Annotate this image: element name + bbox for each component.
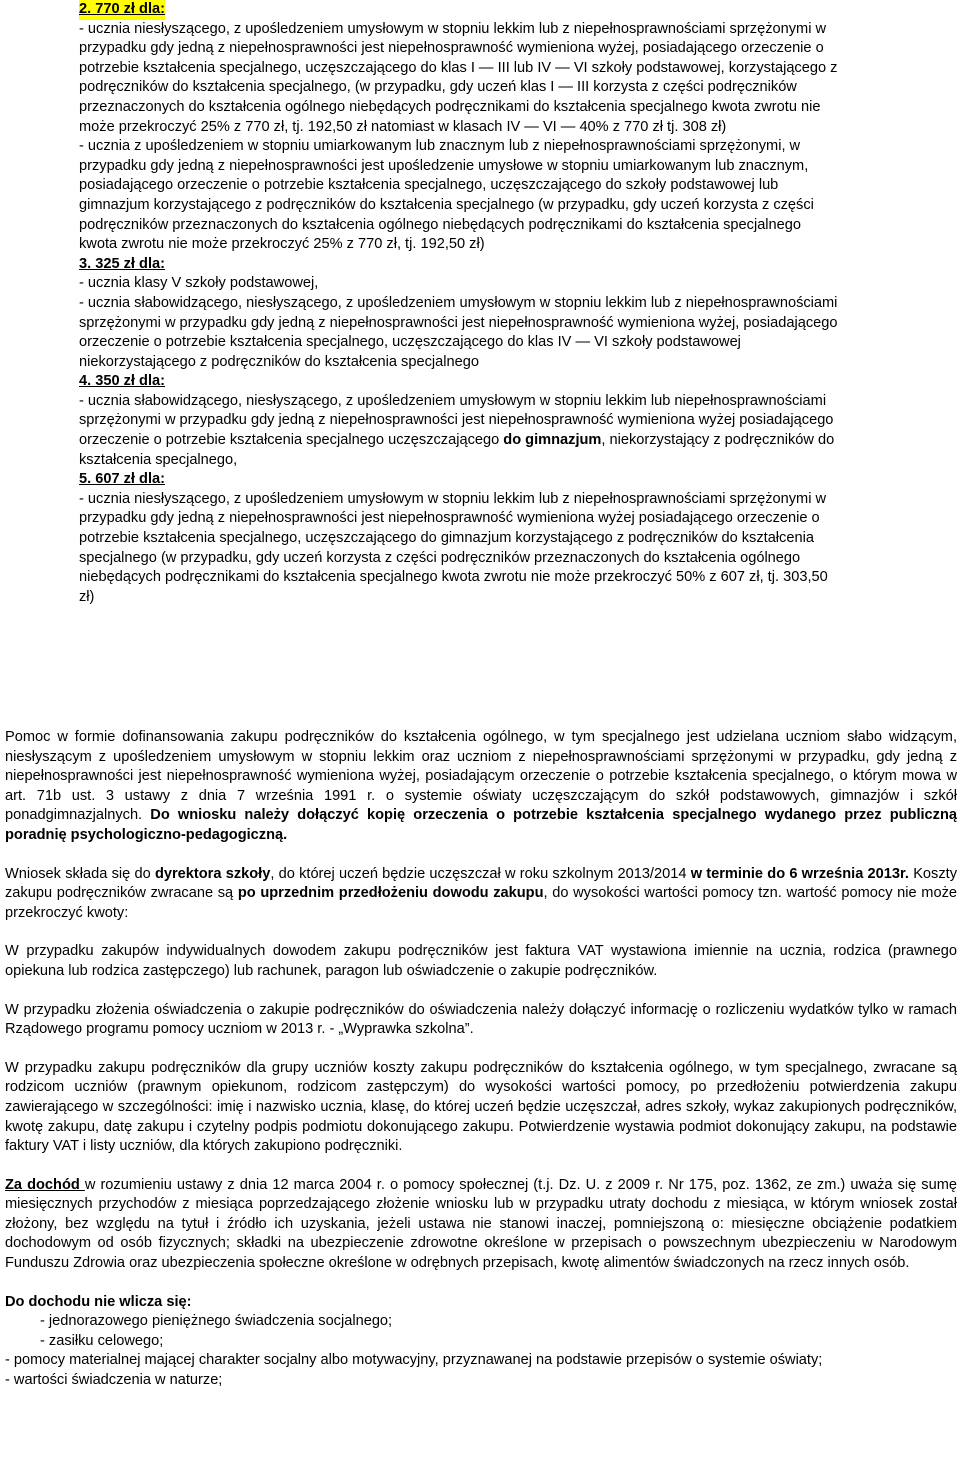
section-2-heading: 2. 770 zł dla:: [79, 0, 954, 20]
section-5-heading: 5. 607 zł dla:: [79, 471, 165, 488]
list-item: - jednorazowego pieniężnego świadczenia socjalnego;: [40, 1313, 393, 1330]
deadline: w terminie do 6 września 2013r.: [690, 865, 909, 882]
section-line: potrzebie kształcenia specjalnego, uczęszczającego do klas I — III lub IV — VI szkoły podstawowej, korzystającego z: [79, 59, 838, 76]
list-item: - pomocy materialnej mającej charakter socjalny albo motywacyjny, przyznawanej na podstawie przepisów o systemie oświaty;: [5, 1352, 823, 1369]
section-line: - ucznia niesłyszącego, z upośledzeniem umysłowym w stopniu lekkim lub z niepełnosprawnościami sprzężonymi w: [79, 20, 827, 37]
section-4: [79, 372, 954, 470]
section-line: potrzebie kształcenia specjalnego, uczęszczającego do gimnazjum korzystającego z podręczników do kształcenia: [79, 530, 814, 547]
paragraph-eligibility: Pomoc w formie dofinansowania zakupu podręczników do kształcenia ogólnego, w tym specjalnego jest udzielana uczniom słabo widzącym, niesłyszącym z upośledzeniem umysłowym w stopniu lekkim oraz uczniom z niepełnosprawnościami sprzężonymi w przypadku, gdy jedną z niepełnosprawności jest niepełnosprawność wymieniona wyżej, posiadającym orzeczenie o potrzebie kształcenia specjalnego, o którym mowa w art. 71b ust. 3 ustawy z dnia 7 września 1991 r. o systemie oświaty uczęszczającym do szkół podstawowych, gimnazjów i szkół ponadgimnazjalnych. Do wniosku należy dołączyć kopię orzeczenia o potrzebie kształcenia specjalnego wydanego przez publiczną poradnię psychologiczno-pedagogiczną.: [5, 729, 957, 843]
paragraph-declaration: W przypadku złożenia oświadczenia o zakupie podręczników do oświadczenia należy dołączyć informację o rozliczeniu wydatków tylko w ramach Rządowego programu pomocy uczniom w 2013 r. - „Wyprawka szkolna”.: [5, 1001, 957, 1038]
section-3-heading: 3. 325 zł dla:: [79, 255, 165, 272]
section-line: kształcenia specjalnego,: [79, 451, 238, 468]
section-line: przypadku gdy jedną z niepełnosprawności jest niepełnosprawność wymieniona wyżej posiadającego orzeczenie o: [79, 510, 820, 527]
section-line: orzeczenie o potrzebie kształcenia specjalnego uczęszczającego do gimnazjum, niekorzystający z podręczników do: [79, 432, 835, 449]
amount-sections: [79, 0, 954, 607]
section-line: specjalnego (w przypadku, gdy uczeń korzysta z części podręczników przeznaczonych do kształcenia ogólnego: [79, 549, 801, 566]
paragraph-income-definition: Za dochód w rozumieniu ustawy z dnia 12 marca 2004 r. o pomocy społecznej (t.j. Dz. U. z 2009 r. Nr 175, poz. 1362, ze zm.) uważa się sumę miesięcznych przychodów z miesiąca poprzedzającego złożenie wniosku lub w przypadku utraty dochodu z miesiąca, w którym wniosek został złożony, bez względu na tytuł i źródło ich uzyskania, jeżeli ustawa nie stanowi inaczej, pomniejszoną o: miesięczne obciążenie podatkiem dochodowym od osób fizycznych; składki na ubezpieczenie zdrowotne określone w przepisach o powszechnym ubezpieczeniu w Narodowym Funduszu Zdrowia oraz ubezpieczenia społeczne określone w odrębnych przepisach, kwotę alimentów świadczonych na rzecz innych osób.: [5, 1176, 957, 1272]
section-line: posiadającego orzeczenie o potrzebie kształcenia specjalnego, uczęszczającego do szkoły podstawowej lub: [79, 177, 779, 194]
section-line: zł): [79, 588, 95, 605]
list-item: - zasiłku celowego;: [40, 1332, 164, 1349]
section-line: gimnazjum korzystającego z podręczników do kształcenia specjalnego (w przypadku, gdy uczeń korzysta z części: [79, 196, 814, 213]
excluded-income-heading: Do dochodu nie wlicza się:: [5, 1293, 192, 1310]
paragraph-individual-purchase: W przypadku zakupów indywidualnych dowodem zakupu podręczników jest faktura VAT wystawiona imiennie na ucznia, rodzica (prawnego opiekuna lub rodzica zastępczego) lub rachunek, paragon lub oświadczenie o zakupie podręczników.: [5, 943, 957, 979]
gymnasium-emphasis: do gimnazjum: [503, 432, 602, 449]
section-line: podręczników do kształcenia specjalnego, (w przypadku, gdy uczeń klas I — III korzysta z części podręczników: [79, 79, 797, 96]
section-line: - ucznia słabowidzącego, niesłyszącego, z upośledzeniem umysłowym w stopniu lekkim lub niepełnosprawnościami: [79, 392, 827, 409]
section-line: - ucznia niesłyszącego, z upośledzeniem umysłowym w stopniu lekkim lub z niepełnosprawnościami sprzężonymi w: [79, 490, 827, 507]
paragraph-submission: Wniosek składa się do dyrektora szkoły, do której uczeń będzie uczęszczał w roku szkolnym 2013/2014 w terminie do 6 września 2013r. Koszty zakupu podręczników zwracane są po uprzednim przedłożeniu dowodu zakupu, do wysokości wartości pomocy tzn. wartość pomocy nie może przekroczyć kwoty:: [5, 865, 957, 921]
section-line: przypadku gdy jedną z niepełnosprawności jest upośledzenie umysłowe w stopniu umiarkowanym lub znacznym,: [79, 157, 809, 174]
section-line: - ucznia słabowidzącego, niesłyszącego, z upośledzeniem umysłowym w stopniu lekkim lub z niepełnosprawnościami: [79, 294, 838, 311]
section-line: - ucznia z upośledzeniem w stopniu umiarkowanym lub znacznym lub z niepełnosprawnościami sprzężonymi, w: [79, 138, 801, 155]
section-line: sprzężonymi w przypadku gdy jedną z niepełnosprawności jest niepełnosprawność wymieniona wyżej posiadającego: [79, 412, 834, 429]
section-line: sprzężonymi w przypadku gdy jedną z niepełnosprawności jest niepełnosprawność wymieniona wyżej, posiadającego: [79, 314, 838, 331]
section-line: - ucznia klasy V szkoły podstawowej,: [79, 275, 319, 292]
list-item: - wartości świadczenia w naturze;: [5, 1372, 223, 1389]
section-2: [79, 0, 954, 255]
section-line: przypadku gdy jedną z niepełnosprawności jest niepełnosprawność wymieniona wyżej, posiadającego orzeczenie o: [79, 40, 824, 57]
paragraph-group-purchase: W przypadku zakupu podręczników dla grupy uczniów koszty zakupu podręczników do kształcenia ogólnego, w tym specjalnego, zwracane są rodzicom uczniów (prawnym opiekunom, rodzicom zastępczym) do wysokości wartości pomocy, po przedłożeniu potwierdzenia zakupu zawierającego w szczególności: imię i nazwisko ucznia, klasę, do której uczeń będzie uczęszczał, adres szkoły, wykaz zakupionych podręczników, kwotę zakupu, datę zakupu i czytelny podpis podmiotu dokonującego zakupu. Potwierdzenie wystawia podmiot dokonujący zakupu, na podstawie faktury VAT i listy uczniów, dla których zakupiono podręczniki.: [5, 1059, 957, 1155]
section-line: przeznaczonych do kształcenia ogólnego niebędących podręcznikami do kształcenia specjalnego kwota zwrotu nie: [79, 98, 821, 115]
section-line: podręczników przeznaczonych do kształcenia ogólnego niebędących podręcznikami do kształcenia specjalnego: [79, 216, 802, 233]
section-line: może przekroczyć 25% z 770 zł, tj. 192,50 zł natomiast w klasach IV — VI — 40% z 770 zł tj. 308 zł): [79, 118, 727, 135]
attachment-requirement: Do wniosku należy dołączyć kopię orzeczenia o potrzebie kształcenia specjalnego wydanego przez publiczną poradnię psychologiczno-pedagogiczną.: [5, 807, 957, 843]
section-line: niekorzystającego z podręczników do kształcenia specjalnego: [79, 353, 479, 370]
section-5: [79, 470, 954, 607]
section-3: [79, 255, 954, 373]
section-line: kwota zwrotu nie może przekroczyć 25% z 770 zł, tj. 192,50 zł): [79, 236, 485, 253]
section-line: niebędących podręcznikami do kształcenia specjalnego kwota zwrotu nie może przekroczyć 50% z 607 zł, tj. 303,50: [79, 569, 828, 586]
information-paragraphs: [5, 728, 957, 1391]
section-4-heading: 4. 350 zł dla:: [79, 373, 165, 390]
section-line: orzeczenie o potrzebie kształcenia specjalnego, uczęszczającego do klas IV — VI szkoły podstawowej: [79, 334, 741, 351]
